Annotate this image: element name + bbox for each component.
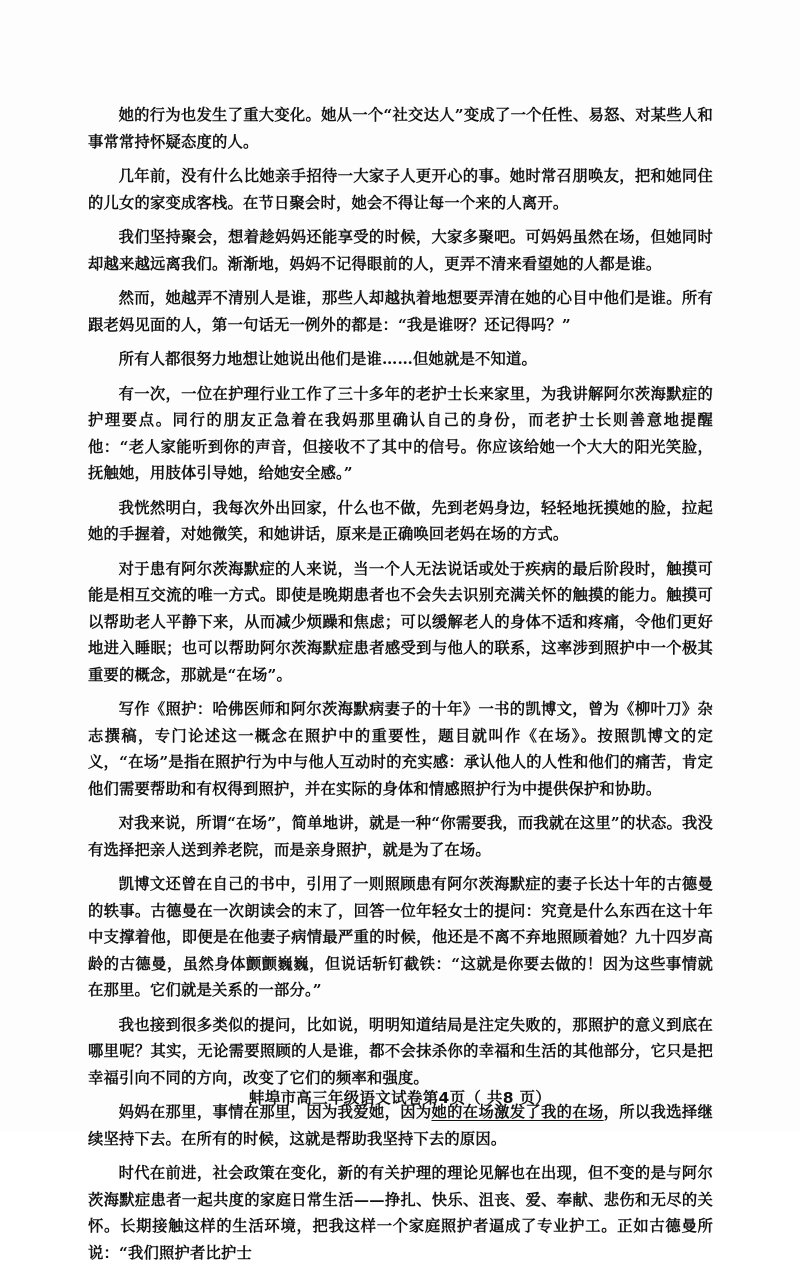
paragraph-14: 时代在前进，社会政策在变化，新的有关护理的理论见解也在出现，但不变的是与阿尔茨海默症患者一起共度的家庭日常生活——挣扎、快乐、沮丧、爱、奉献、悲伤和无尽的关怀。长期接触这样的生活环境，把我这样一个家庭照护者逼成了专业护工。正如古德曼所说：“我们照护者比护士 — [88, 1164, 713, 1262]
paragraph-13-before: 妈妈在那里，事情在那里，因为我爱她，因为 — [118, 1103, 432, 1121]
paragraph-10: 对我来说，所谓“在场”，简单地讲，就是一种“你需要我，而我就在这里”的状态。我没有选择把亲人送到养老院，而是亲身照护，就是为了在场。 — [88, 814, 713, 859]
paragraph-6: 有一次，一位在护理行业工作了三十多年的老护士长来家里，为我讲解阿尔茨海默症的护理要点。同行的朋友正急着在我妈那里确认自己的身份，而老护士长则善意地提醒他：“老人家能听到你的声音，但接收不了其中的信号。你应该给她一个大大的阳光笑脸，抚触她，用肢体引导她，给她安全感。” — [88, 384, 713, 482]
paragraph-8: 对于患有阿尔茨海默症的人来说，当一个人无法说话或处于疾病的最后阶段时，触摸可能是相互交流的唯一方式。即使是晚期患者也不会失去识别充满关怀的触摸的能力。触摸可以帮助老人平静下来，从而减少烦躁和焦虑；可以缓解老人的身体不适和疼痛，令他们更好地进入睡眠；也可以帮助阿尔茨海默症患者感受到与他人的联系，这率涉到照护中一个极其重要的概念，那就是“在场”。 — [88, 559, 713, 684]
paragraph-13-after: ，所以我选择继续坚持下去。在所有的时候，这就是帮助我坚持下去的原因。 — [88, 1103, 713, 1148]
paragraph-12: 我也接到很多类似的提问，比如说，明明知道结局是注定失败的，那照护的意义到底在哪里呢？其实，无论需要照顾的人是谁，都不会抹杀你的幸福和生活的其他部分，它只是把幸福引向不同的方向，改变了它们的频率和强度。 — [88, 1015, 713, 1087]
underlined-phrase: 她的在场激发了我的在场 — [431, 1103, 604, 1121]
paragraph-2: 几年前，没有什么比她亲手招待一大家子人更开心的事。她时常召朋唤友，把和她同住的儿女的家变成客栈。在节日聚会时，她会不得让每一个来的人离开。 — [88, 167, 713, 212]
paragraph-3: 我们坚持聚会，想着趁妈妈还能享受的时候，大家多聚吧。可妈妈虽然在场，但她同时却越来越远离我们。渐渐地，妈妈不记得眼前的人，更弄不清来看望她的人都是谁。 — [88, 228, 713, 273]
paragraph-7: 我恍然明白，我每次外出回家，什么也不做，先到老妈身边，轻轻地抚摸她的脸，拉起她的手握着，对她微笑，和她讲话，原来是正确唤回老妈在场的方式。 — [88, 498, 713, 543]
paragraph-4: 然而，她越弄不清别人是谁，那些人却越执着地想要弄清在她的心目中他们是谁。所有跟老妈见面的人，第一句话无一例外的都是：“我是谁呀？还记得吗？” — [88, 289, 713, 334]
page-footer: 蚌埠市高三年级语文试卷第4页（ 共8 页） — [248, 1089, 552, 1107]
paragraph-1: 她的行为也发生了重大变化。她从一个“社交达人”变成了一个任性、易怒、对某些人和事常常持怀疑态度的人。 — [88, 106, 713, 151]
paragraph-5: 所有人都很努力地想让她说出他们是谁……但她就是不知道。 — [118, 350, 538, 368]
paragraph-9: 写作《照护：哈佛医师和阿尔茨海默病妻子的十年》一书的凯博文，曾为《柳叶刀》杂志撰稿，专门论述这一概念在照护中的重要性，题目就叫作《在场》。按照凯博文的定义，“在场”是指在照护行为中与他人互动时的充实感：承认他人的人性和他们的痛苦，肯定他们需要帮助和有权得到照护，并在实际的身体和情感照护行为中提供保护和协助。 — [88, 700, 713, 798]
paragraph-11: 凯博文还曾在自己的书中，引用了一则照顾患有阿尔茨海默症的妻子长达十年的古德曼的轶事。古德曼在一次朗读会的末了，回答一位年轻女士的提问：究竟是什么东西在这十年中支撑着他，即便是在他妻子病情最严重的时候，他还是不离不弃地照顾着她？九十四岁高龄的古德曼，虽然身体颤颤巍巍，但说话斩钉截铁：“这就是你要去做的！因为这些事情就在那里。它们就是关系的一部分。” — [88, 875, 713, 999]
